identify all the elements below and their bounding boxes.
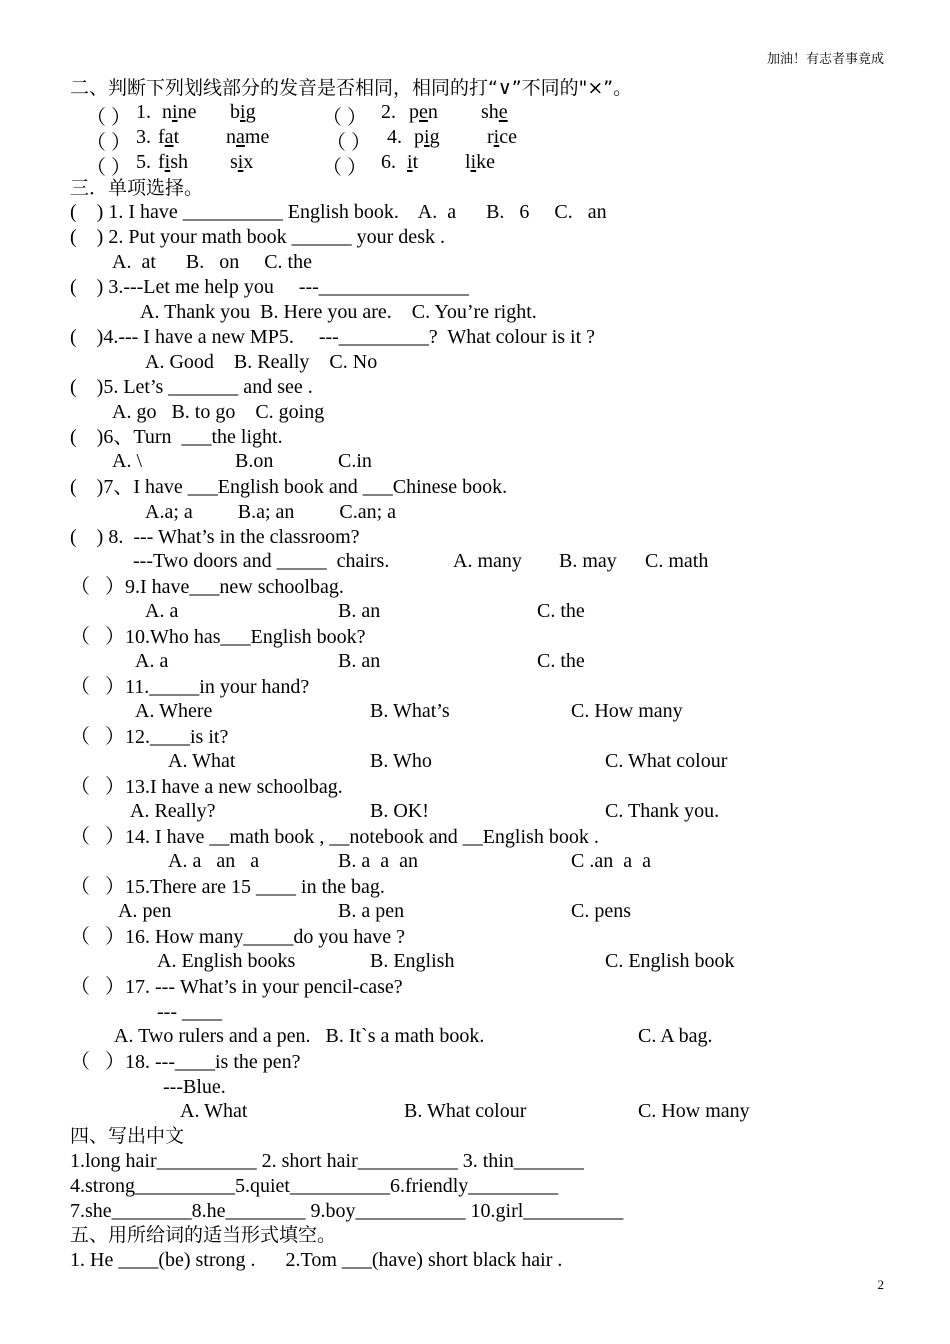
question-line: ( )4.--- I have a new MP5. ---_________? What colour is it ? <box>70 326 596 348</box>
question-line: （ ）10.Who has___English book? <box>70 626 366 648</box>
option-b: B. English <box>370 950 455 972</box>
section5-title: 五、用所给词的适当形式填空。 <box>70 1224 337 1246</box>
option-line: A. Good B. Really C. No <box>145 351 378 373</box>
question-line: ( )7、I have ___English book and ___Chinese book. <box>70 476 508 498</box>
section3-title: 三．单项选择。 <box>70 177 204 199</box>
option-c: C. How many <box>571 700 683 722</box>
option-line: A. at B. on C. the <box>112 251 312 273</box>
question-line: ( ) 8. --- What’s in the classroom? <box>70 526 360 548</box>
option-a: A. a <box>145 600 179 622</box>
answer-bracket[interactable]: （ ） <box>326 132 371 154</box>
option-c: C .an a a <box>571 850 651 872</box>
item-number: 3. <box>136 126 151 148</box>
question-line: （ ）17. --- What’s in your pencil-case? <box>70 976 403 998</box>
option-b: B.on <box>235 450 274 472</box>
option-line: A.a; a B.a; an C.an; a <box>145 501 397 523</box>
question-line: （ ）13.I have a new schoolbag. <box>70 776 343 798</box>
header-motto: 加油！有志者事竟成 <box>766 52 884 67</box>
word-1: it <box>407 151 419 173</box>
option-c: C. A bag. <box>638 1025 713 1047</box>
option-b: B. may <box>559 550 617 572</box>
item-number: 4. <box>387 126 402 148</box>
item-number: 1. <box>136 101 151 123</box>
option-b: B. a pen <box>338 900 405 922</box>
option-b: B. OK! <box>370 800 429 822</box>
option-c: C. Thank you. <box>605 800 720 822</box>
item-number: 5. <box>136 151 151 173</box>
option-c: C. What colour <box>605 750 728 772</box>
option-c: C.in <box>338 450 372 472</box>
answer-bracket[interactable]: （ ） <box>86 132 131 154</box>
option-b: B. an <box>338 650 381 672</box>
option-c: C. the <box>537 650 585 672</box>
option-a: A. Where <box>135 700 213 722</box>
question-reply: ---Two doors and _____ chairs. <box>133 550 390 572</box>
option-a: A. many <box>453 550 522 572</box>
option-a: A. a <box>135 650 169 672</box>
option-c: C. How many <box>638 1100 750 1122</box>
item-number: 2. <box>381 101 396 123</box>
answer-bracket[interactable]: （ ） <box>86 157 131 179</box>
question-line: （ ）16. How many_____do you have ? <box>70 926 405 948</box>
fill-in-line: 1. He ____(be) strong . 2.Tom ___(have) short black hair . <box>70 1249 563 1271</box>
question-line: ( )6、Turn ___the light. <box>70 426 283 448</box>
word-2: rice <box>487 126 517 148</box>
translation-line: 7.she________8.he________ 9.boy___________ 10.girl__________ <box>70 1200 624 1222</box>
question-line: （ ）18. ---____is the pen? <box>70 1051 301 1073</box>
answer-bracket[interactable]: （ ） <box>322 157 367 179</box>
translation-line: 1.long hair__________ 2. short hair__________ 3. thin_______ <box>70 1150 584 1172</box>
option-c: C. pens <box>571 900 631 922</box>
option-c: C. English book <box>605 950 735 972</box>
question-line: ( )5. Let’s _______ and see . <box>70 376 313 398</box>
word-2: like <box>465 151 496 173</box>
word-1: fish <box>158 151 189 173</box>
answer-bracket[interactable]: （ ） <box>86 107 131 129</box>
section4-title: 四、写出中文 <box>70 1125 185 1147</box>
option-a: A. What <box>180 1100 248 1122</box>
option-line: A. Thank you B. Here you are. C. You’re right. <box>140 301 537 323</box>
question-reply: ---Blue. <box>163 1076 226 1098</box>
section2-title: 二、判断下列划线部分的发音是否相同，相同的打“∨”不同的"×”。 <box>70 77 633 99</box>
option-c: C. the <box>537 600 585 622</box>
question-line: （ ）11._____in your hand? <box>70 676 310 698</box>
option-b: B. a a an <box>338 850 418 872</box>
question-reply: --- ____ <box>157 1001 222 1023</box>
answer-bracket[interactable]: （ ） <box>322 107 367 129</box>
option-c: C. math <box>645 550 709 572</box>
word-1: pen <box>409 101 438 123</box>
option-a: A. Really? <box>130 800 216 822</box>
word-1: nine <box>162 101 197 123</box>
option-line: A. go B. to go C. going <box>112 401 325 423</box>
option-a: A. What <box>168 750 236 772</box>
question-line: （ ）15.There are 15 ____ in the bag. <box>70 876 385 898</box>
translation-line: 4.strong__________5.quiet__________6.friendly_________ <box>70 1175 559 1197</box>
option-b: B. an <box>338 600 381 622</box>
option-a: A. pen <box>118 900 172 922</box>
item-number: 6. <box>381 151 396 173</box>
option-b: B. What colour <box>404 1100 527 1122</box>
page-number: 2 <box>877 1277 884 1292</box>
word-1: fat <box>158 126 180 148</box>
word-2: six <box>230 151 254 173</box>
option-a-b: A. Two rulers and a pen. B. It`s a math book. <box>114 1025 485 1047</box>
word-2: she <box>481 101 508 123</box>
question-line: （ ）14. I have __math book , __notebook and __English book . <box>70 826 599 848</box>
word-1: pig <box>414 126 440 148</box>
question-line: （ ）9.I have___new schoolbag. <box>70 576 344 598</box>
question-line: （ ）12.____is it? <box>70 726 229 748</box>
option-a: A. English books <box>157 950 296 972</box>
word-2: name <box>226 126 270 148</box>
question-line: ( ) 2. Put your math book ______ your desk . <box>70 226 445 248</box>
question-line: ( ) 1. I have __________ English book. A. a B. 6 C. an <box>70 201 607 223</box>
option-a: A. a an a <box>168 850 260 872</box>
option-b: B. Who <box>370 750 432 772</box>
question-line: ( ) 3.---Let me help you ---_______________ <box>70 276 469 298</box>
option-a: A. \ <box>112 450 142 472</box>
option-b: B. What’s <box>370 700 450 722</box>
word-2: big <box>230 101 256 123</box>
